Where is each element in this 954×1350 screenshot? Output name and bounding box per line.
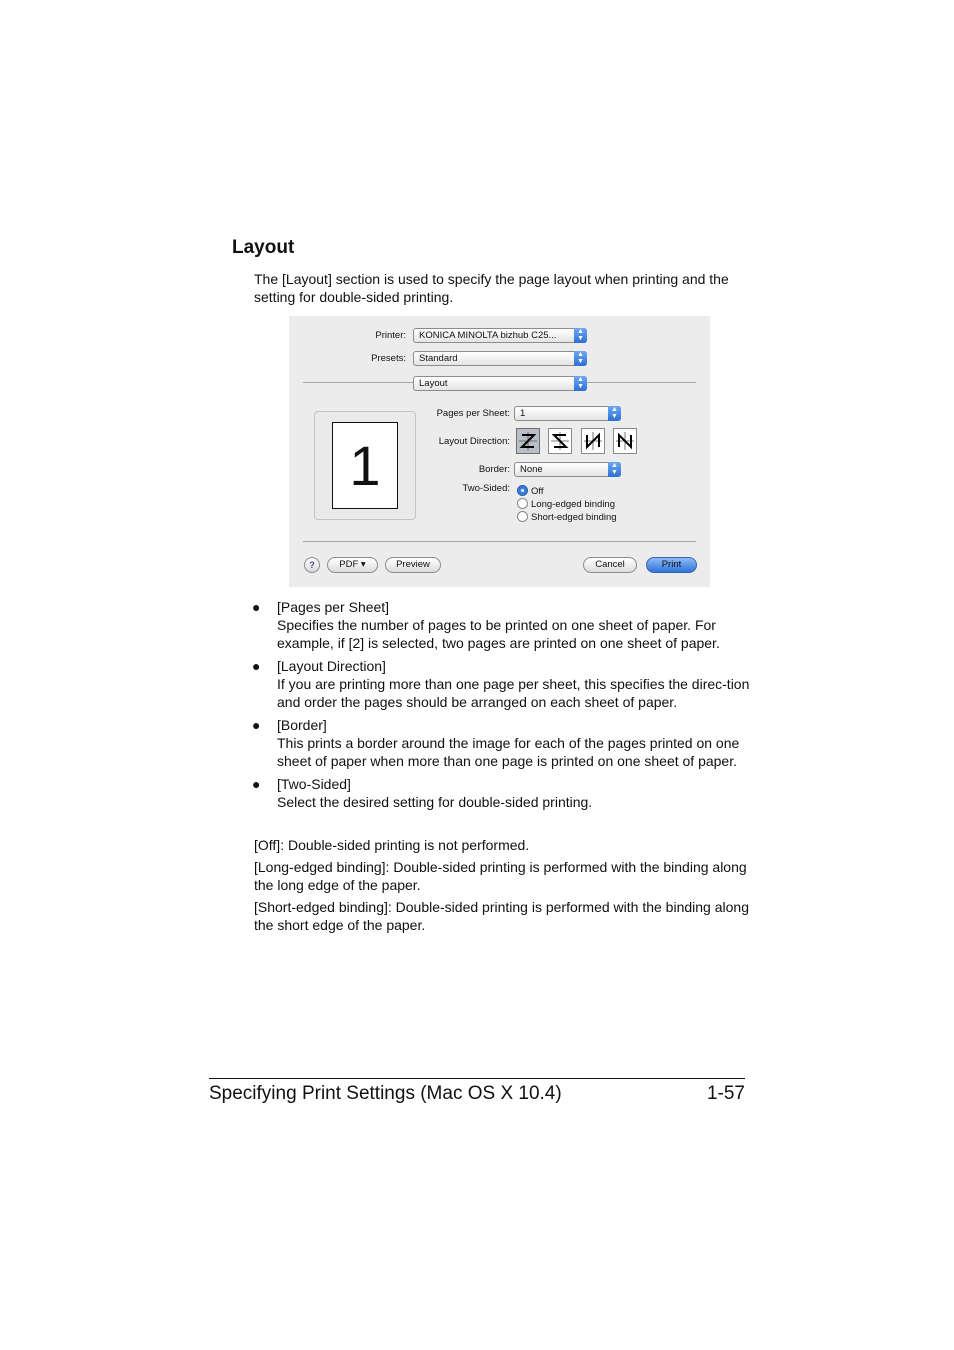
page-number: 1-57 (706, 1083, 745, 1104)
layout-direction-label: Layout Direction: (438, 436, 510, 447)
off-description: [Off]: Double-sided printing is not performed. (254, 837, 530, 853)
list-item-title: [Layout Direction] (277, 658, 386, 674)
panel-popup[interactable] (413, 376, 587, 391)
list-item (252, 775, 752, 811)
list-item-text: Specifies the number of pages to be printed on one sheet of paper. For example, if [2] is selected, two pages are printed on one sheet of paper. (277, 617, 720, 651)
list-item-title: [Pages per Sheet] (277, 599, 390, 615)
list-item (252, 598, 752, 652)
bullet-icon: ● (252, 658, 261, 674)
list-item-title: [Border] (277, 717, 327, 733)
list-item (252, 716, 752, 770)
presets-value: Standard (419, 353, 458, 364)
option-list (252, 598, 752, 816)
list-item-text: Select the desired setting for double-sided printing. (277, 794, 593, 810)
radio-label: Long-edged binding (531, 499, 615, 510)
preview-page-number: 1 (332, 422, 398, 509)
reverse-n-order-icon (584, 432, 602, 450)
layout-direction-reverse-n-button[interactable] (581, 428, 605, 454)
radio-icon (517, 511, 528, 522)
printer-value: KONICA MINOLTA bizhub C25... (419, 330, 557, 341)
pages-per-sheet-popup[interactable] (514, 406, 621, 421)
separator (303, 382, 413, 383)
layout-direction-n-button[interactable] (613, 428, 637, 454)
intro-paragraph: The [Layout] section is used to specify the page layout when printing and the setting for double-sided printing. (254, 271, 729, 305)
preview-button[interactable]: Preview (385, 557, 441, 573)
short-edged-description: [Short-edged binding]: Double-sided printing is performed with the binding along the short edge of the paper. (254, 899, 749, 933)
print-dialog (289, 316, 710, 587)
section-heading: Layout (232, 237, 295, 258)
list-item-text: This prints a border around the image for each of the pages printed on one sheet of paper when more than one page is printed on one sheet of paper. (277, 735, 740, 769)
two-sided-label: Two-Sided: (462, 483, 510, 494)
presets-popup[interactable] (413, 351, 587, 366)
border-label: Border: (478, 464, 510, 475)
updown-arrow-icon: ▲ ▼ (608, 462, 621, 477)
cancel-button[interactable]: Cancel (583, 557, 637, 573)
footer-rule (209, 1078, 745, 1079)
two-sided-short-radio[interactable] (517, 511, 617, 523)
updown-arrow-icon: ▲ ▼ (608, 406, 621, 421)
updown-arrow-icon: ▲ ▼ (574, 351, 587, 366)
updown-arrow-icon: ▲ ▼ (574, 376, 587, 391)
bullet-icon: ● (252, 717, 261, 733)
radio-label: Short-edged binding (531, 512, 617, 523)
page-preview (314, 411, 416, 520)
presets-label: Presets: (371, 353, 406, 364)
updown-arrow-icon: ▲ ▼ (574, 328, 587, 343)
two-sided-off-radio[interactable] (517, 485, 544, 497)
list-item (252, 657, 752, 711)
pdf-button[interactable]: PDF ▾ (327, 557, 378, 573)
separator (587, 382, 696, 383)
pages-per-sheet-value: 1 (520, 408, 526, 419)
list-item-text: If you are printing more than one page per sheet, this specifies the direc-tion and order the pages should be arranged on each sheet of paper. (277, 676, 750, 710)
long-edged-description: [Long-edged binding]: Double-sided printing is performed with the binding along the long edge of the paper. (254, 859, 747, 893)
radio-icon (517, 498, 528, 509)
printer-label: Printer: (375, 330, 406, 341)
z-order-icon (519, 432, 537, 450)
help-button[interactable]: ? (304, 557, 320, 573)
separator (303, 541, 696, 542)
bullet-icon: ● (252, 776, 261, 792)
print-button[interactable]: Print (646, 557, 697, 573)
footer-title: Specifying Print Settings (Mac OS X 10.4) (209, 1083, 562, 1104)
bullet-icon: ● (252, 599, 261, 615)
layout-direction-s-button[interactable] (548, 428, 572, 454)
radio-label: Off (531, 486, 544, 497)
s-order-icon (551, 432, 569, 450)
panel-value: Layout (419, 378, 448, 389)
list-item-title: [Two-Sided] (277, 776, 351, 792)
two-sided-long-radio[interactable] (517, 498, 615, 510)
border-value: None (520, 464, 543, 475)
printer-popup[interactable] (413, 328, 587, 343)
pages-per-sheet-label: Pages per Sheet: (436, 408, 510, 419)
n-order-icon (616, 432, 634, 450)
layout-direction-z-button[interactable] (516, 428, 540, 454)
border-popup[interactable] (514, 462, 621, 477)
radio-selected-icon (517, 485, 528, 496)
